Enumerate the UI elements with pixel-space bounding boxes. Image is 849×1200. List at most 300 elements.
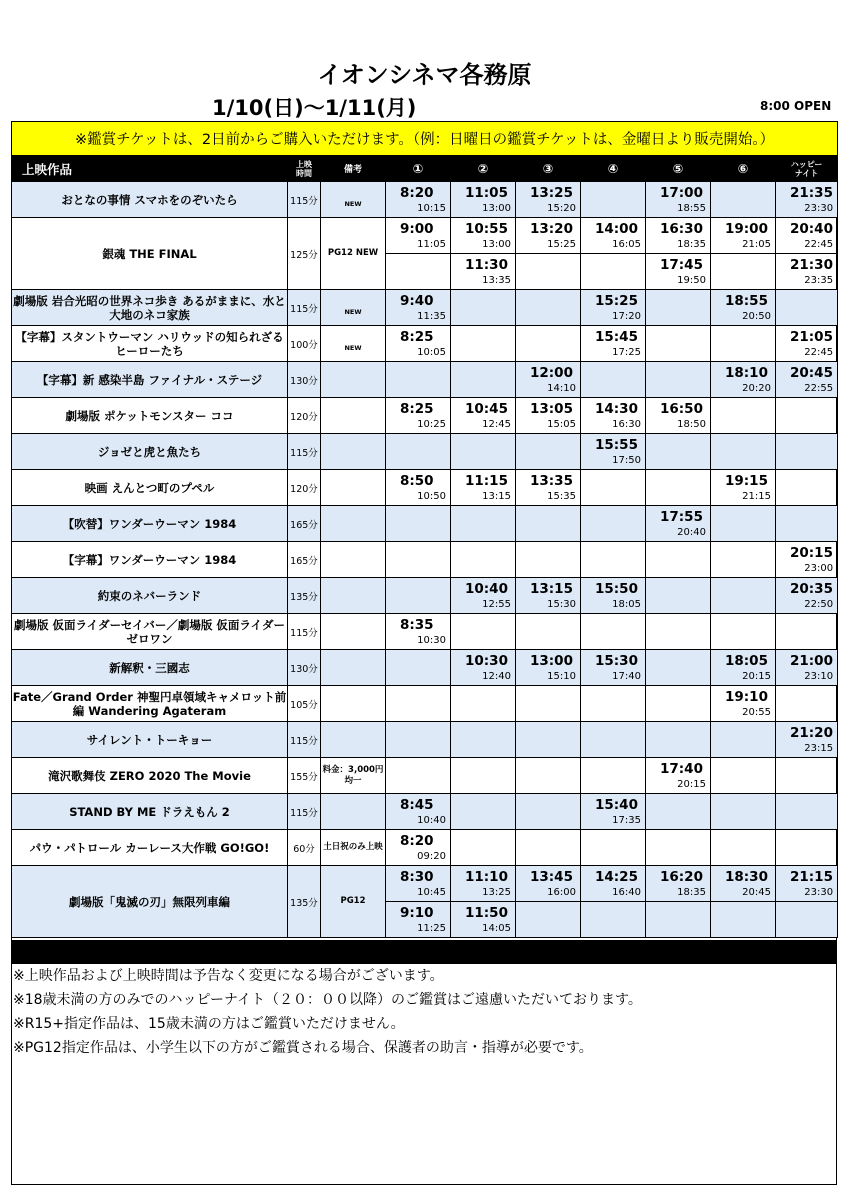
- header-row: [12, 156, 838, 182]
- showtime-slot-screen-6: [711, 830, 776, 866]
- showtime-slot-screen-5: [646, 290, 711, 326]
- showtime-slot-screen-2[interactable]: [451, 578, 516, 614]
- happy-night-slot: [776, 902, 838, 938]
- end-time: 22:45: [804, 238, 834, 250]
- end-time: 12:40: [482, 670, 511, 682]
- movie-duration: 130分: [288, 362, 321, 398]
- end-time: 13:15: [482, 490, 511, 502]
- showtime-slot-screen-2: [451, 542, 516, 578]
- end-time: 13:00: [482, 202, 511, 214]
- movie-row: [12, 434, 838, 470]
- start-time: 21:35: [790, 184, 833, 201]
- movie-duration: 120分: [288, 398, 321, 434]
- footnote: ※18歳未満の方のみでのハッピーナイト（２０：００以降）のご鑑賞はご遠慮いただいております。: [13, 992, 642, 1008]
- happy-night-slot: [776, 614, 838, 650]
- showtime-slot-screen-4: [581, 758, 646, 794]
- movie-duration: 125分: [288, 218, 321, 290]
- start-time: 21:30: [790, 256, 833, 273]
- showtime-slot-screen-1[interactable]: [386, 182, 451, 218]
- movie-duration: 165分: [288, 542, 321, 578]
- showtime-slot-screen-2: [451, 506, 516, 542]
- footnotes: [13, 964, 642, 1060]
- showtime-slot-screen-4: [581, 686, 646, 722]
- movie-note: [321, 686, 386, 722]
- showtime-slot-screen-2[interactable]: [451, 398, 516, 434]
- divider-bar: [11, 940, 837, 964]
- happy-night-slot: [776, 398, 838, 434]
- start-time: 17:40: [660, 760, 703, 777]
- movie-note: [321, 722, 386, 758]
- showtime-slot-screen-3: [516, 254, 581, 290]
- end-time: 20:45: [742, 886, 771, 898]
- end-time: 20:15: [742, 670, 771, 682]
- happy-night-slot[interactable]: [776, 542, 838, 578]
- showtime-slot-screen-1[interactable]: [386, 290, 451, 326]
- end-time: 17:35: [612, 814, 641, 826]
- start-time: 14:30: [595, 400, 638, 417]
- movie-duration: 165分: [288, 506, 321, 542]
- showtime-slot-screen-5: [646, 650, 711, 686]
- showtime-slot-screen-5[interactable]: [646, 758, 711, 794]
- end-time: 11:05: [417, 238, 446, 250]
- open-time: 8:00 OPEN: [760, 99, 832, 113]
- start-time: 14:00: [595, 220, 638, 237]
- end-time: 21:05: [742, 238, 771, 250]
- movie-title: 滝沢歌舞伎 ZERO 2020 The Movie: [12, 758, 288, 794]
- showtime-slot-screen-3[interactable]: [516, 866, 581, 902]
- ticket-notice: ※鑑賞チケットは、2日前からご購入いただけます。（例：日曜日の鑑賞チケットは、金曜日より販売開始。）: [12, 122, 838, 156]
- showtime-slot-screen-2[interactable]: [451, 470, 516, 506]
- showtime-slot-screen-4: [581, 614, 646, 650]
- showtime-slot-screen-6: [711, 434, 776, 470]
- showtime-slot-screen-3[interactable]: [516, 650, 581, 686]
- start-time: 10:45: [465, 400, 508, 417]
- showtime-slot-screen-2: [451, 830, 516, 866]
- movie-row: [12, 290, 838, 326]
- showtime-slot-screen-6[interactable]: [711, 686, 776, 722]
- showtime-slot-screen-4: [581, 830, 646, 866]
- showtime-slot-screen-3: [516, 686, 581, 722]
- movie-title: おとなの事情 スマホをのぞいたら: [12, 182, 288, 218]
- end-time: 22:45: [804, 346, 834, 358]
- showtime-slot-screen-6: [711, 542, 776, 578]
- movie-note: [321, 578, 386, 614]
- date-range: 1/10(日)～1/11(月): [212, 96, 417, 120]
- showtime-slot-screen-1[interactable]: [386, 398, 451, 434]
- showtime-slot-screen-4[interactable]: [581, 578, 646, 614]
- end-time: 23:30: [804, 202, 834, 214]
- start-time: 15:25: [595, 292, 638, 309]
- happy-night-slot: [776, 758, 838, 794]
- movie-note: [321, 758, 386, 794]
- showtime-slot-screen-3[interactable]: [516, 362, 581, 398]
- movie-duration: 115分: [288, 290, 321, 326]
- showtime-slot-screen-3: [516, 614, 581, 650]
- happy-night-slot[interactable]: [776, 866, 838, 902]
- movie-note: [321, 830, 386, 866]
- start-time: 9:10: [400, 904, 434, 921]
- movie-title: 【吹替】ワンダーウーマン 1984: [12, 506, 288, 542]
- showtime-slot-screen-6[interactable]: [711, 470, 776, 506]
- movie-row: [12, 758, 838, 794]
- start-time: 9:00: [400, 220, 434, 237]
- happy-night-slot[interactable]: [776, 578, 838, 614]
- showtime-slot-screen-1: [386, 650, 451, 686]
- new-badge: NEW: [344, 308, 362, 316]
- movie-note: [321, 290, 386, 326]
- end-time: 11:25: [417, 922, 446, 934]
- showtime-slot-screen-5: [646, 686, 711, 722]
- start-time: 21:00: [790, 652, 833, 669]
- showtime-slot-screen-2: [451, 434, 516, 470]
- showtime-slot-screen-1: [386, 434, 451, 470]
- start-time: 20:45: [790, 364, 833, 381]
- footnote: ※PG12指定作品は、小学生以下の方がご鑑賞される場合、保護者の助言・指導が必要です。: [13, 1040, 593, 1056]
- happy-night-slot[interactable]: [776, 650, 838, 686]
- movie-title: 【字幕】新 感染半島 ファイナル・ステージ: [12, 362, 288, 398]
- start-time: 15:30: [595, 652, 638, 669]
- showtime-slot-screen-5: [646, 578, 711, 614]
- end-time: 23:00: [804, 562, 834, 574]
- showtime-slot-screen-6[interactable]: [711, 866, 776, 902]
- showtime-slot-screen-2[interactable]: [451, 182, 516, 218]
- end-time: 18:50: [677, 418, 706, 430]
- showtime-slot-screen-5[interactable]: [646, 254, 711, 290]
- showtime-slot-screen-5[interactable]: [646, 182, 711, 218]
- showtime-slot-screen-4[interactable]: [581, 794, 646, 830]
- start-time: 21:05: [790, 328, 833, 345]
- movie-duration: 120分: [288, 470, 321, 506]
- start-time: 21:15: [790, 868, 833, 885]
- start-time: 18:10: [725, 364, 768, 381]
- start-time: 8:20: [400, 184, 434, 201]
- movie-note: [321, 650, 386, 686]
- movie-note: [321, 182, 386, 218]
- showtime-slot-screen-2: [451, 290, 516, 326]
- note-text: 土日祝のみ上映: [323, 842, 383, 852]
- movie-row: [12, 326, 838, 362]
- showtime-slot-screen-3: [516, 902, 581, 938]
- col-screen-6-header: ⑥: [711, 156, 776, 182]
- happy-night-slot: [776, 290, 838, 326]
- happy-night-slot[interactable]: [776, 218, 838, 254]
- showtime-slot-screen-4[interactable]: [581, 398, 646, 434]
- end-time: 20:20: [742, 382, 771, 394]
- footnote: ※上映作品および上映時間は予告なく変更になる場合がございます。: [13, 968, 444, 984]
- showtime-slot-screen-1[interactable]: [386, 902, 451, 938]
- end-time: 20:15: [677, 778, 706, 790]
- happy-night-slot: [776, 506, 838, 542]
- end-time: 11:35: [417, 310, 446, 322]
- showtime-slot-screen-4[interactable]: [581, 326, 646, 362]
- showtime-slot-screen-1: [386, 542, 451, 578]
- start-time: 13:00: [530, 652, 573, 669]
- movie-row: [12, 542, 838, 578]
- movie-row: [12, 866, 838, 902]
- movie-title: 劇場版 岩合光昭の世界ネコ歩き あるがままに、水と大地のネコ家族: [12, 290, 288, 326]
- showtime-slot-screen-3[interactable]: [516, 578, 581, 614]
- start-time: 12:00: [530, 364, 573, 381]
- end-time: 13:00: [482, 238, 511, 250]
- movie-row: [12, 182, 838, 218]
- showtime-slot-screen-3: [516, 290, 581, 326]
- movie-row: [12, 794, 838, 830]
- movie-note: [321, 794, 386, 830]
- start-time: 13:20: [530, 220, 573, 237]
- start-time: 13:15: [530, 580, 573, 597]
- end-time: 12:55: [482, 598, 511, 610]
- start-time: 19:00: [725, 220, 768, 237]
- end-time: 10:50: [417, 490, 446, 502]
- showtime-slot-screen-1: [386, 362, 451, 398]
- showtime-slot-screen-4[interactable]: [581, 290, 646, 326]
- showtime-slot-screen-5[interactable]: [646, 866, 711, 902]
- showtime-slot-screen-1[interactable]: [386, 830, 451, 866]
- showtime-slot-screen-6: [711, 758, 776, 794]
- showtime-slot-screen-6: [711, 254, 776, 290]
- end-time: 18:35: [677, 886, 706, 898]
- showtime-slot-screen-3: [516, 506, 581, 542]
- start-time: 8:30: [400, 868, 434, 885]
- start-time: 8:35: [400, 616, 434, 633]
- showtime-slot-screen-4: [581, 506, 646, 542]
- start-time: 14:25: [595, 868, 638, 885]
- happy-night-slot[interactable]: [776, 362, 838, 398]
- showtime-slot-screen-2: [451, 794, 516, 830]
- movie-duration: 135分: [288, 578, 321, 614]
- showtime-slot-screen-5[interactable]: [646, 506, 711, 542]
- movie-duration: 155分: [288, 758, 321, 794]
- end-time: 13:35: [482, 274, 511, 286]
- showtime-slot-screen-3[interactable]: [516, 182, 581, 218]
- movie-duration: 135分: [288, 866, 321, 938]
- start-time: 13:45: [530, 868, 573, 885]
- showtime-slot-screen-6[interactable]: [711, 650, 776, 686]
- showtime-slot-screen-6: [711, 722, 776, 758]
- movie-title: サイレント・トーキョー: [12, 722, 288, 758]
- showtime-slot-screen-5: [646, 542, 711, 578]
- showtime-slot-screen-2: [451, 362, 516, 398]
- happy-night-slot: [776, 686, 838, 722]
- movie-row: [12, 830, 838, 866]
- col-duration-header: 上映 時間: [288, 156, 321, 182]
- showtime-slot-screen-2: [451, 686, 516, 722]
- note-text: PG12: [340, 896, 366, 906]
- movie-title: 【字幕】スタントウーマン ハリウッドの知られざるヒーローたち: [12, 326, 288, 362]
- end-time: 17:50: [612, 454, 641, 466]
- showtime-slot-screen-1[interactable]: [386, 794, 451, 830]
- col-screen-1-header: ①: [386, 156, 451, 182]
- showtime-slot-screen-6[interactable]: [711, 218, 776, 254]
- start-time: 17:55: [660, 508, 703, 525]
- movie-title: 約束のネバーランド: [12, 578, 288, 614]
- end-time: 12:45: [482, 418, 511, 430]
- new-badge: NEW: [344, 200, 362, 208]
- col-title-header: 上映作品: [12, 156, 288, 182]
- showtime-slot-screen-3: [516, 722, 581, 758]
- showtime-slot-screen-6[interactable]: [711, 362, 776, 398]
- end-time: 20:40: [677, 526, 706, 538]
- start-time: 9:40: [400, 292, 434, 309]
- showtime-slot-screen-3: [516, 794, 581, 830]
- showtime-slot-screen-2: [451, 614, 516, 650]
- start-time: 8:20: [400, 832, 434, 849]
- showtime-slot-screen-4: [581, 182, 646, 218]
- col-screen-2-header: ②: [451, 156, 516, 182]
- end-time: 23:10: [804, 670, 834, 682]
- end-time: 20:50: [742, 310, 771, 322]
- showtime-slot-screen-5: [646, 470, 711, 506]
- showtime-slot-screen-1[interactable]: [386, 326, 451, 362]
- showtime-slot-screen-4: [581, 362, 646, 398]
- showtime-slot-screen-6: [711, 794, 776, 830]
- happy-night-slot: [776, 470, 838, 506]
- showtime-slot-screen-5: [646, 434, 711, 470]
- start-time: 10:55: [465, 220, 508, 237]
- showtime-slot-screen-5: [646, 830, 711, 866]
- end-time: 20:55: [742, 706, 771, 718]
- end-time: 13:25: [482, 886, 511, 898]
- end-time: 19:50: [677, 274, 706, 286]
- showtime-slot-screen-1[interactable]: [386, 218, 451, 254]
- start-time: 21:20: [790, 724, 833, 741]
- showtime-slot-screen-3[interactable]: [516, 218, 581, 254]
- end-time: 23:30: [804, 886, 834, 898]
- end-time: 14:10: [547, 382, 576, 394]
- start-time: 13:25: [530, 184, 573, 201]
- start-time: 13:05: [530, 400, 573, 417]
- end-time: 18:35: [677, 238, 706, 250]
- showtime-slot-screen-2[interactable]: [451, 254, 516, 290]
- start-time: 18:55: [725, 292, 768, 309]
- showtime-slot-screen-5[interactable]: [646, 218, 711, 254]
- movie-row: [12, 578, 838, 614]
- showtime-slot-screen-6: [711, 326, 776, 362]
- start-time: 11:15: [465, 472, 508, 489]
- showtime-slot-screen-2: [451, 758, 516, 794]
- showtime-slot-screen-6: [711, 578, 776, 614]
- showtime-slot-screen-1: [386, 758, 451, 794]
- movie-note: [321, 398, 386, 434]
- showtime-slot-screen-1[interactable]: [386, 470, 451, 506]
- end-time: 17:25: [612, 346, 641, 358]
- movie-title: 劇場版「鬼滅の刃」無限列車編: [12, 866, 288, 938]
- movie-title: 映画 えんとつ町のプペル: [12, 470, 288, 506]
- showtime-slot-screen-6[interactable]: [711, 290, 776, 326]
- movie-row: [12, 470, 838, 506]
- end-time: 10:30: [417, 634, 446, 646]
- movie-note: [321, 614, 386, 650]
- showtime-slot-screen-5: [646, 902, 711, 938]
- movie-duration: 60分: [288, 830, 321, 866]
- showtime-slot-screen-6: [711, 182, 776, 218]
- start-time: 15:55: [595, 436, 638, 453]
- start-time: 17:45: [660, 256, 703, 273]
- end-time: 14:05: [482, 922, 511, 934]
- start-time: 16:50: [660, 400, 703, 417]
- showtime-slot-screen-4[interactable]: [581, 434, 646, 470]
- happy-night-slot[interactable]: [776, 326, 838, 362]
- showtime-slot-screen-5[interactable]: [646, 398, 711, 434]
- movie-note: [321, 326, 386, 362]
- end-time: 10:15: [417, 202, 446, 214]
- end-time: 16:00: [547, 886, 576, 898]
- movie-row: [12, 650, 838, 686]
- showtime-slot-screen-1: [386, 506, 451, 542]
- start-time: 15:50: [595, 580, 638, 597]
- showtime-slot-screen-3[interactable]: [516, 398, 581, 434]
- start-time: 8:25: [400, 400, 434, 417]
- showtime-slot-screen-4[interactable]: [581, 866, 646, 902]
- showtime-slot-screen-3: [516, 434, 581, 470]
- movie-duration: 115分: [288, 722, 321, 758]
- movie-duration: 115分: [288, 794, 321, 830]
- end-time: 10:40: [417, 814, 446, 826]
- showtime-slot-screen-2[interactable]: [451, 902, 516, 938]
- showtime-slot-screen-1[interactable]: [386, 866, 451, 902]
- end-time: 17:40: [612, 670, 641, 682]
- end-time: 21:15: [742, 490, 771, 502]
- showtime-slot-screen-6: [711, 506, 776, 542]
- movie-note: [321, 506, 386, 542]
- showtime-slot-screen-6: [711, 614, 776, 650]
- showtime-slot-screen-4: [581, 902, 646, 938]
- showtime-slot-screen-1: [386, 254, 451, 290]
- end-time: 22:50: [804, 598, 834, 610]
- showtime-slot-screen-4[interactable]: [581, 650, 646, 686]
- happy-night-slot[interactable]: [776, 722, 838, 758]
- showtime-slot-screen-2[interactable]: [451, 866, 516, 902]
- showtime-slot-screen-1: [386, 578, 451, 614]
- showtime-slot-screen-3[interactable]: [516, 470, 581, 506]
- movie-title: パウ・パトロール カーレース大作戦 GO!GO!: [12, 830, 288, 866]
- end-time: 15:25: [547, 238, 576, 250]
- showtime-slot-screen-2[interactable]: [451, 650, 516, 686]
- start-time: 15:40: [595, 796, 638, 813]
- end-time: 17:20: [612, 310, 641, 322]
- cinema-title: イオンシネマ各務原: [317, 61, 532, 89]
- start-time: 15:45: [595, 328, 638, 345]
- col-note-header: 備考: [321, 156, 386, 182]
- start-time: 8:25: [400, 328, 434, 345]
- happy-night-slot[interactable]: [776, 254, 838, 290]
- movie-duration: 115分: [288, 182, 321, 218]
- end-time: 16:05: [612, 238, 641, 250]
- showtime-slot-screen-5: [646, 614, 711, 650]
- showtime-slot-screen-4[interactable]: [581, 218, 646, 254]
- end-time: 23:15: [804, 742, 834, 754]
- footnote: ※R15+指定作品は、15歳未満の方はご鑑賞いただけません。: [13, 1016, 405, 1032]
- showtime-slot-screen-4: [581, 254, 646, 290]
- showtime-slot-screen-6: [711, 902, 776, 938]
- new-badge: NEW: [344, 344, 362, 352]
- showtime-slot-screen-3: [516, 830, 581, 866]
- end-time: 09:20: [417, 850, 446, 862]
- showtime-slot-screen-3: [516, 542, 581, 578]
- showtime-slot-screen-1: [386, 686, 451, 722]
- start-time: 11:05: [465, 184, 508, 201]
- showtime-slot-screen-5: [646, 722, 711, 758]
- showtime-slot-screen-2[interactable]: [451, 218, 516, 254]
- movie-title: 劇場版 ポケットモンスター ココ: [12, 398, 288, 434]
- showtime-slot-screen-1[interactable]: [386, 614, 451, 650]
- start-time: 16:30: [660, 220, 703, 237]
- happy-night-slot[interactable]: [776, 182, 838, 218]
- end-time: 15:05: [547, 418, 576, 430]
- col-screen-3-header: ③: [516, 156, 581, 182]
- start-time: 17:00: [660, 184, 703, 201]
- start-time: 19:10: [725, 688, 768, 705]
